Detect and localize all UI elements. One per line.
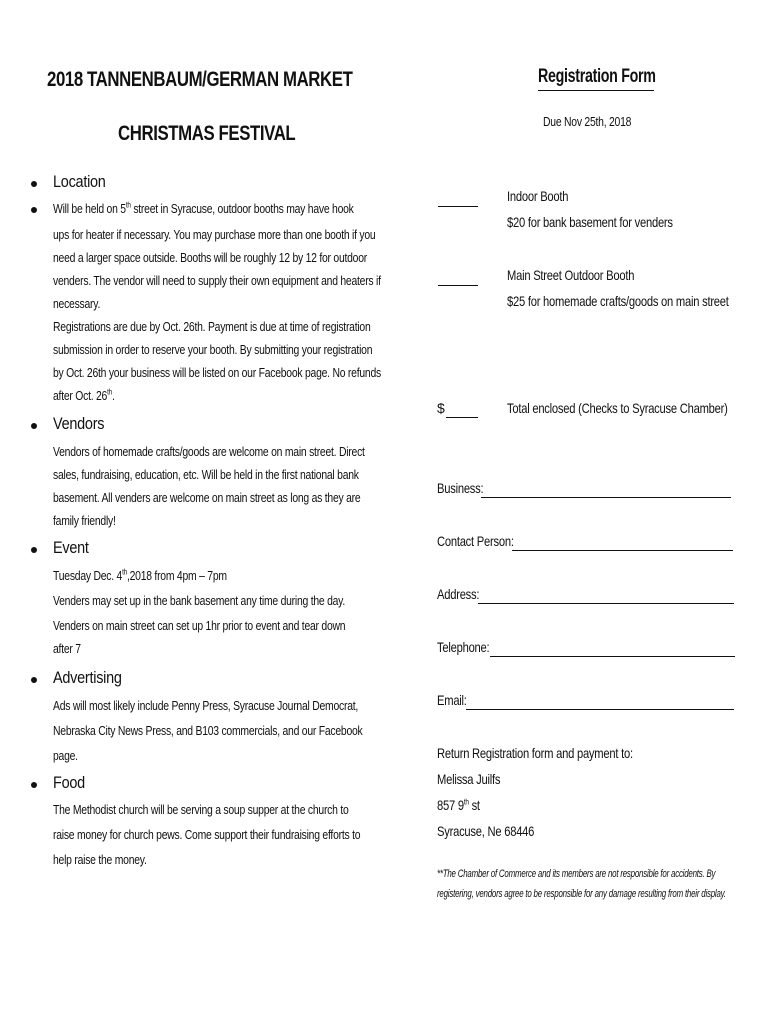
festival-title-line2: CHRISTMAS FESTIVAL bbox=[118, 122, 296, 145]
food-text-line: help raise the money. bbox=[53, 852, 147, 867]
location-text-line: need a larger space outside. Booths will be roughly 12 by 12 for outdoor bbox=[53, 250, 367, 265]
business-field[interactable] bbox=[481, 497, 731, 498]
email-label: Email: bbox=[437, 692, 467, 708]
location-text-line: ups for heater if necessary. You may purchase more than one booth if you bbox=[53, 227, 376, 242]
indoor-booth-price: $20 for bank basement for venders bbox=[507, 214, 673, 230]
bullet-icon bbox=[31, 423, 37, 429]
email-field[interactable] bbox=[466, 709, 734, 710]
due-date: Due Nov 25th, 2018 bbox=[543, 114, 632, 129]
event-text-line: after 7 bbox=[53, 641, 81, 656]
return-city-zip: Syracuse, Ne 68446 bbox=[437, 823, 535, 839]
bullet-icon bbox=[31, 547, 37, 553]
bullet-icon bbox=[31, 782, 37, 788]
event-text-line: Venders may set up in the bank basement any time during the day. bbox=[53, 593, 346, 608]
advertising-text-line: page. bbox=[53, 748, 78, 763]
outdoor-booth-label: Main Street Outdoor Booth bbox=[507, 267, 635, 283]
outdoor-booth-quantity-blank[interactable] bbox=[438, 285, 478, 286]
disclaimer-line: **The Chamber of Commerce and its members are not responsible for accidents. By bbox=[437, 868, 716, 880]
location-text-line: after Oct. 26th. bbox=[53, 387, 115, 403]
vendors-text-line: basement. All venders are welcome on main street as long as they are bbox=[53, 490, 361, 505]
location-text-line: Registrations are due by Oct. 26th. Payment is due at time of registration bbox=[53, 319, 371, 334]
address-label: Address: bbox=[437, 586, 480, 602]
advertising-text-line: Ads will most likely include Penny Press, Syracuse Journal Democrat, bbox=[53, 698, 359, 713]
registration-form-title: Registration Form bbox=[538, 66, 656, 87]
event-text-line: Tuesday Dec. 4th,2018 from 4pm – 7pm bbox=[53, 567, 227, 583]
title-underline bbox=[538, 90, 654, 91]
vendors-text-line: family friendly! bbox=[53, 513, 116, 528]
contact-person-field[interactable] bbox=[512, 550, 733, 551]
business-label: Business: bbox=[437, 480, 484, 496]
bullet-icon bbox=[31, 181, 37, 187]
event-text-line: Venders on main street can set up 1hr prior to event and tear down bbox=[53, 618, 346, 633]
advertising-text-line: Nebraska City News Press, and B103 commercials, and our Facebook bbox=[53, 723, 363, 738]
location-text-line: Will be held on 5th street in Syracuse, outdoor booths may have hook bbox=[53, 200, 354, 216]
food-heading: Food bbox=[53, 773, 85, 792]
telephone-field[interactable] bbox=[490, 656, 735, 657]
festival-title-line1: 2018 TANNENBAUM/GERMAN MARKET bbox=[47, 68, 353, 91]
location-text-line: necessary. bbox=[53, 296, 101, 311]
bullet-icon bbox=[31, 207, 37, 213]
food-text-line: The Methodist church will be serving a soup supper at the church to bbox=[53, 802, 349, 817]
contact-person-label: Contact Person: bbox=[437, 533, 514, 549]
event-heading: Event bbox=[53, 538, 89, 557]
address-field[interactable] bbox=[478, 603, 734, 604]
food-text-line: raise money for church pews. Come support their fundraising efforts to bbox=[53, 827, 361, 842]
outdoor-booth-price: $25 for homemade crafts/goods on main street bbox=[507, 293, 729, 309]
total-enclosed-label: Total enclosed (Checks to Syracuse Chamber) bbox=[507, 400, 728, 416]
telephone-label: Telephone: bbox=[437, 639, 490, 655]
vendors-text-line: sales, fundraising, education, etc. Will be held in the first national bank bbox=[53, 467, 359, 482]
location-text-line: venders. The vendor will need to supply their own equipment and heaters if bbox=[53, 273, 381, 288]
bullet-icon bbox=[31, 677, 37, 683]
location-heading: Location bbox=[53, 172, 106, 191]
dollar-sign: $ bbox=[437, 400, 445, 416]
advertising-heading: Advertising bbox=[53, 668, 122, 687]
vendors-text-line: Vendors of homemade crafts/goods are welcome on main street. Direct bbox=[53, 444, 365, 459]
location-text-line: submission in order to reserve your booth. By submitting your registration bbox=[53, 342, 373, 357]
registration-form-column bbox=[400, 0, 770, 1024]
indoor-booth-quantity-blank[interactable] bbox=[438, 206, 478, 207]
return-instructions: Return Registration form and payment to: bbox=[437, 745, 633, 761]
return-contact-name: Melissa Juilfs bbox=[437, 771, 501, 787]
disclaimer-line: registering, vendors agree to be responsible for any damage resulting from their display. bbox=[437, 888, 726, 900]
return-street-address: 857 9th st bbox=[437, 797, 480, 813]
total-enclosed-blank[interactable] bbox=[446, 417, 478, 418]
vendors-heading: Vendors bbox=[53, 414, 105, 433]
location-text-line: by Oct. 26th your business will be listed on our Facebook page. No refunds bbox=[53, 365, 381, 380]
indoor-booth-label: Indoor Booth bbox=[507, 188, 569, 204]
